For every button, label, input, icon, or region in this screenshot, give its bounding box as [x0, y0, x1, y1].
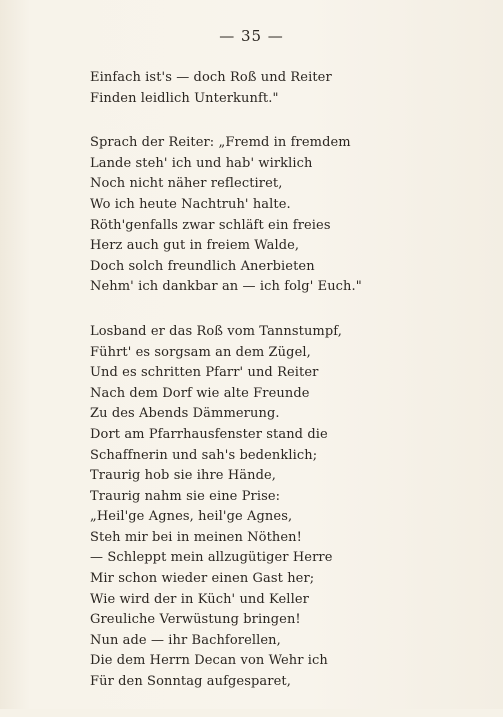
- poem-line: Losband er das Roß vom Tannstumpf,: [90, 323, 342, 339]
- poem-line: Einfach ist's — doch Roß und Reiter: [90, 70, 332, 85]
- poem-line: Doch solch freundlich Anerbieten: [90, 258, 315, 274]
- poem-line: Und es schritten Pfarr' und Reiter: [90, 365, 319, 381]
- poem-line: Finden leidlich Unterkunft.": [90, 90, 279, 106]
- poem-line: Traurig hob sie ihre Hände,: [90, 468, 277, 484]
- stanza-1: [90, 68, 470, 109]
- poem-line: Dort am Pfarrhausfenster stand die: [90, 426, 328, 442]
- poem-line: Lande steh' ich und hab' wirklich: [90, 155, 313, 171]
- poem-line: Nach dem Dorf wie alte Freunde: [90, 385, 310, 401]
- poem-line: Sprach der Reiter: „Fremd in fremdem: [90, 135, 351, 151]
- poem-line: — Schleppt mein allzugütiger Herre: [90, 550, 333, 566]
- poem-line: Traurig nahm sie eine Prise:: [90, 488, 281, 504]
- poem-line: Für den Sonntag aufgesparet,: [90, 674, 291, 690]
- page-number: — 35 —: [219, 27, 284, 45]
- stanza-3: [90, 322, 470, 693]
- poem-line: Zu des Abends Dämmerung.: [90, 406, 280, 422]
- poem-line: Noch nicht näher reflectiret,: [90, 176, 283, 192]
- stanza-2: [90, 133, 470, 298]
- poem-line: Herz auch gut in freiem Walde,: [90, 238, 300, 254]
- poem-line: Schaffnerin und sah's bedenklich;: [90, 447, 318, 463]
- poem-line: Wie wird der in Küch' und Keller: [90, 591, 309, 607]
- poem-text: [90, 68, 470, 717]
- poem-line: Nehm' ich dankbar an — ich folg' Euch.": [90, 279, 362, 295]
- poem-line: Mir schon wieder einen Gast her;: [90, 571, 315, 587]
- poem-line: Steh mir bei in meinen Nöthen!: [90, 529, 302, 545]
- poem-line: Röth'genfalls zwar schläft ein freies: [90, 217, 331, 233]
- poem-line: Greuliche Verwüstung bringen!: [90, 612, 301, 628]
- poem-line: Nun ade — ihr Bachforellen,: [90, 632, 281, 648]
- poem-line: „Heil'ge Agnes, heil'ge Agnes,: [90, 509, 293, 525]
- poem-line: Die dem Herrn Decan von Wehr ich: [90, 653, 328, 669]
- poem-line: Wo ich heute Nachtruh' halte.: [90, 196, 291, 212]
- poem-line: Führt' es sorgsam an dem Zügel,: [90, 344, 311, 360]
